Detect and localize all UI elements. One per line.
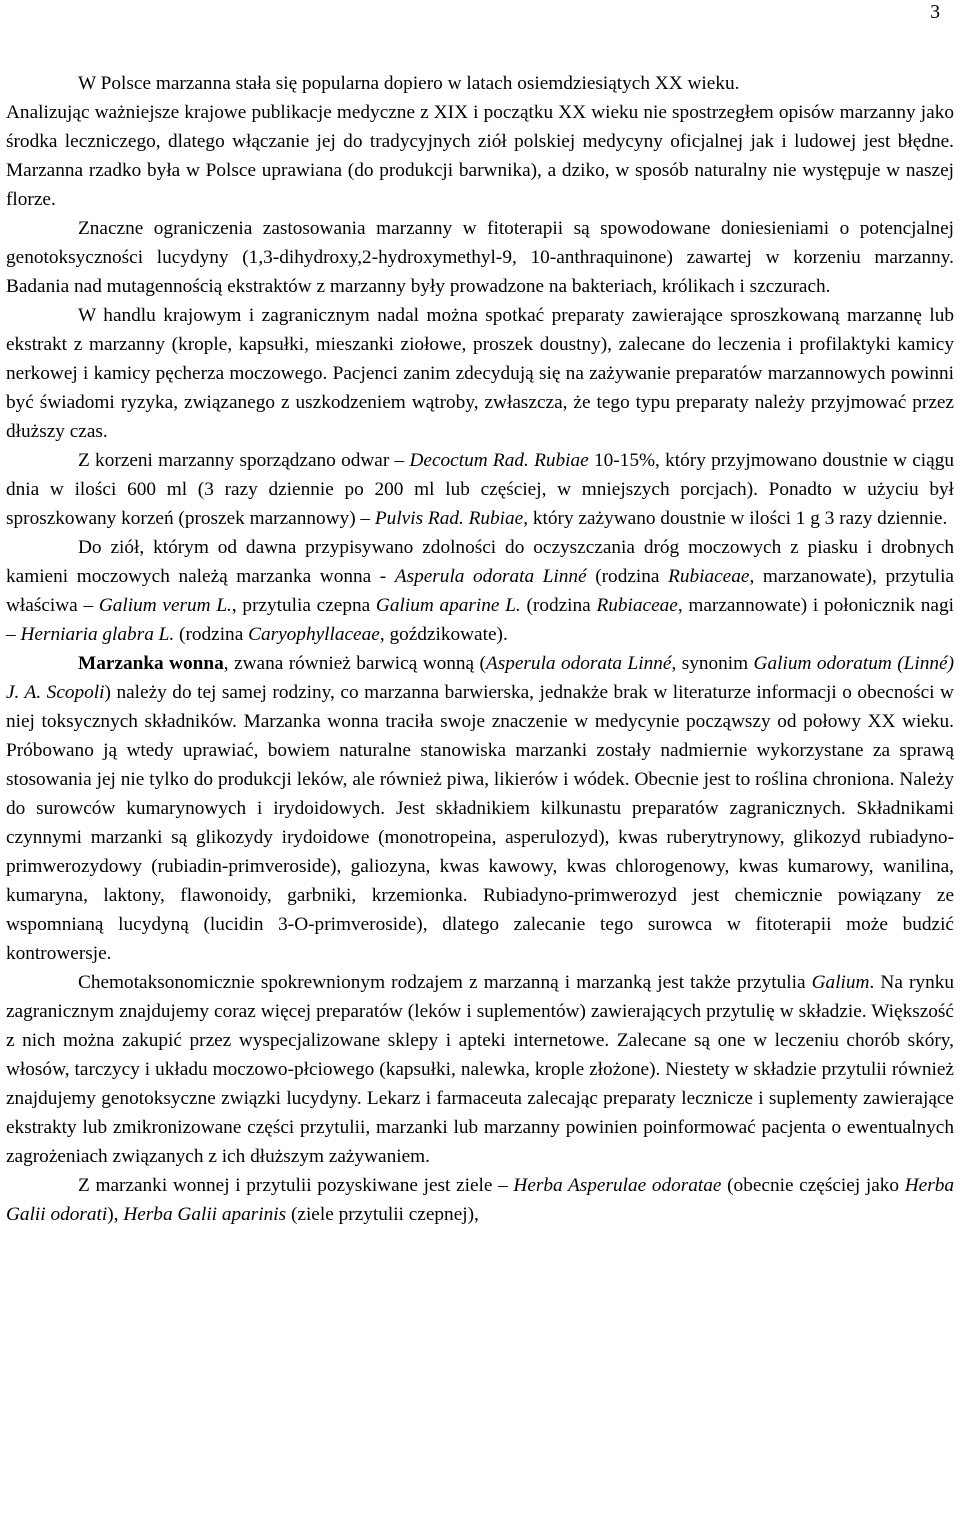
latin-name: Herba Asperulae odoratae xyxy=(513,1175,722,1196)
latin-name: Galium xyxy=(811,972,870,993)
text-run: (obecnie częściej jako xyxy=(721,1175,905,1196)
paragraph xyxy=(6,968,954,1171)
paragraph xyxy=(6,446,954,533)
latin-name: Galium odoratum (Linné) J. A. Scopoli xyxy=(6,653,955,703)
paragraph xyxy=(6,1171,954,1229)
paragraph: W Polsce marzanna stała się popularna dopiero w latach osiemdziesiątych XX wieku. xyxy=(78,73,740,94)
text-run: , zwana również barwicą wonną ( xyxy=(223,653,486,674)
paragraph: Znaczne ograniczenia zastosowania marzanny w fitoterapii są spowodowane doniesieniami o potencjalnej genotoksyczności lucydyny (1,3-dihydroxy,2-hydroxymethyl-9, 10-anthraquinone) zawartej w korzeniu marzanny. Badania nad mutagennością ekstraktów z marzanny były prowadzone na bakteriach, królikach i szczurach. xyxy=(6,218,954,297)
latin-name: Asperula odorata Linné xyxy=(394,566,587,587)
text-run: , marzanowate), przytulia właściwa – xyxy=(6,566,954,616)
text-run: . Na rynku zagranicznym znajdujemy coraz więcej preparatów (leków i suplementów) zawierających przytulię w składzie. Większość z nich można zakupić przez wyspecjalizowane sklepy i apteki internetowe. Zalecane są one w leczeniu chorób skóry, włosów, tarczycy i układu moczowo-płciowego (kapsułki, nalewka, krople złożone). Niestety w składzie przytulii również znajdujemy genotoksyczne związki lucydyny. Lekarz i farmaceuta zalecając preparaty lecznicze i suplementy zawierające ekstrakty lub zmikronizowane części przytulii, marzanki lub marzanny powinien poinformować pacjenta o ewentualnych zagrożeniach związanych z ich dłuższym zażywaniem. xyxy=(6,972,954,1167)
text-run: , przytulia czepna xyxy=(231,595,376,616)
document-body xyxy=(6,69,954,1229)
text-run: Do ziół, którym od dawna przypisywano zdolności do oczyszczania dróg moczowych z piasku i drobnych kamieni moczowych należą marzanka wonna - xyxy=(6,537,954,587)
text-run: ) należy do tej samej rodziny, co marzanna barwierska, jednakże brak w literaturze informacji o obecności w niej toksycznych składników. Marzanka wonna traciła swoje znaczenie w medycynie począwszy od połowy XX wieku. Próbowano ją wtedy uprawiać, bowiem naturalne stanowiska marzanki zostały nadmiernie wykorzystane za sprawą stosowania jej nie tylko do produkcji leków, ale również piwa, likierów i wódek. Obecnie jest to roślina chroniona. Należy do surowców kumarynowych i irydoidowych. Jest składnikiem kilkunastu preparatów zagranicznych. Składnikami czynnymi marzanki są glikozydy irydoidowe (monotropeina, asperulozyd), kwas ruberytrynowy, glikozyd rubiadyno-primwerozydowy (rubiadin-primveroside), galiozyna, kwas kawowy, kwas chlorogenowy, kwas kumarowy, wanilina, kumaryna, laktony, flawonoidy, garbniki, krzemionka. Rubiadyno-primwerozyd jest chemicznie powiązany ze wspomnianą lucydyną (lucidin 3-O-primveroside), dlatego zalecanie tego surowca w fitoterapii może budzić kontrowersje. xyxy=(6,682,954,964)
latin-name: Asperula odorata Linné xyxy=(485,653,672,674)
text-run: , marzannowate) i połonicznik nagi – xyxy=(6,595,954,645)
latin-name: Galium verum L. xyxy=(98,595,232,616)
paragraph: Analizując ważniejsze krajowe publikacje medyczne z XIX i początku XX wieku nie spostrzegłem opisów marzanny jako środka leczniczego, dlatego włączanie jej do tradycyjnych ziół polskiej medycyny oficjalnej jak i ludowej jest błędne. Marzanna rzadko była w Polsce uprawiana (do produkcji barwnika), a dziko, w sposób naturalny nie występuje w naszej florze. xyxy=(6,102,954,210)
text-run: ), xyxy=(107,1204,124,1225)
text-run: (rodzina xyxy=(586,566,669,587)
text-run: (rodzina xyxy=(174,624,249,645)
text-run: Z korzeni marzanny sporządzano odwar – xyxy=(78,450,410,471)
text-run: 10-15%, który przyjmowano doustnie w ciągu dnia w ilości 600 ml (3 razy dziennie po 200 ml lub częściej, w mniejszych porcjach). Ponadto w użyciu był sproszkowany korzeń (proszek marzannowy) – xyxy=(6,450,954,529)
latin-name: Galium aparine L. xyxy=(375,595,521,616)
text-run: Chemotaksonomicznie spokrewnionym rodzajem z marzanną i marzanką jest także przytulia xyxy=(78,972,812,993)
latin-name: Herba Galii aparinis xyxy=(123,1204,287,1225)
latin-name: Decoctum Rad. Rubiae xyxy=(409,450,589,471)
page-number: 3 xyxy=(930,2,940,23)
latin-name: Herba Galii odorati xyxy=(6,1175,954,1225)
latin-name: Herniaria glabra L. xyxy=(20,624,175,645)
latin-name: Rubiaceae xyxy=(668,566,750,587)
paragraph: W handlu krajowym i zagranicznym nadal można spotkać preparaty zawierające sproszkowaną marzannę lub ekstrakt z marzanny (krople, kapsułki, mieszanki ziołowe, proszek doustny), zalecane do leczenia i profilaktyki kamicy nerkowej i kamicy pęcherza moczowego. Pacjenci zanim zdecydują się na zażywanie preparatów marzannowych powinni być świadomi ryzyka, związanego z uszkodzeniem wątroby, zwłaszcza, że tego typu preparaty należy przyjmować przez dłuższy czas. xyxy=(6,305,954,442)
paragraph xyxy=(6,649,954,968)
text-run: Z marzanki wonnej i przytulii pozyskiwane jest ziele – xyxy=(78,1175,514,1196)
text-run: , który zażywano doustnie w ilości 1 g 3 razy dziennie. xyxy=(523,508,948,529)
latin-name: Rubiaceae xyxy=(596,595,678,616)
text-run: (ziele przytulii czepnej), xyxy=(286,1204,479,1225)
text-run: (rodzina xyxy=(520,595,597,616)
latin-name: Pulvis Rad. Rubiae xyxy=(374,508,524,529)
bold-term: Marzanka wonna xyxy=(78,653,224,674)
text-run: , goździkowate). xyxy=(379,624,508,645)
text-run: , synonim xyxy=(671,653,754,674)
latin-name: Caryophyllaceae xyxy=(248,624,380,645)
paragraph xyxy=(6,533,954,649)
